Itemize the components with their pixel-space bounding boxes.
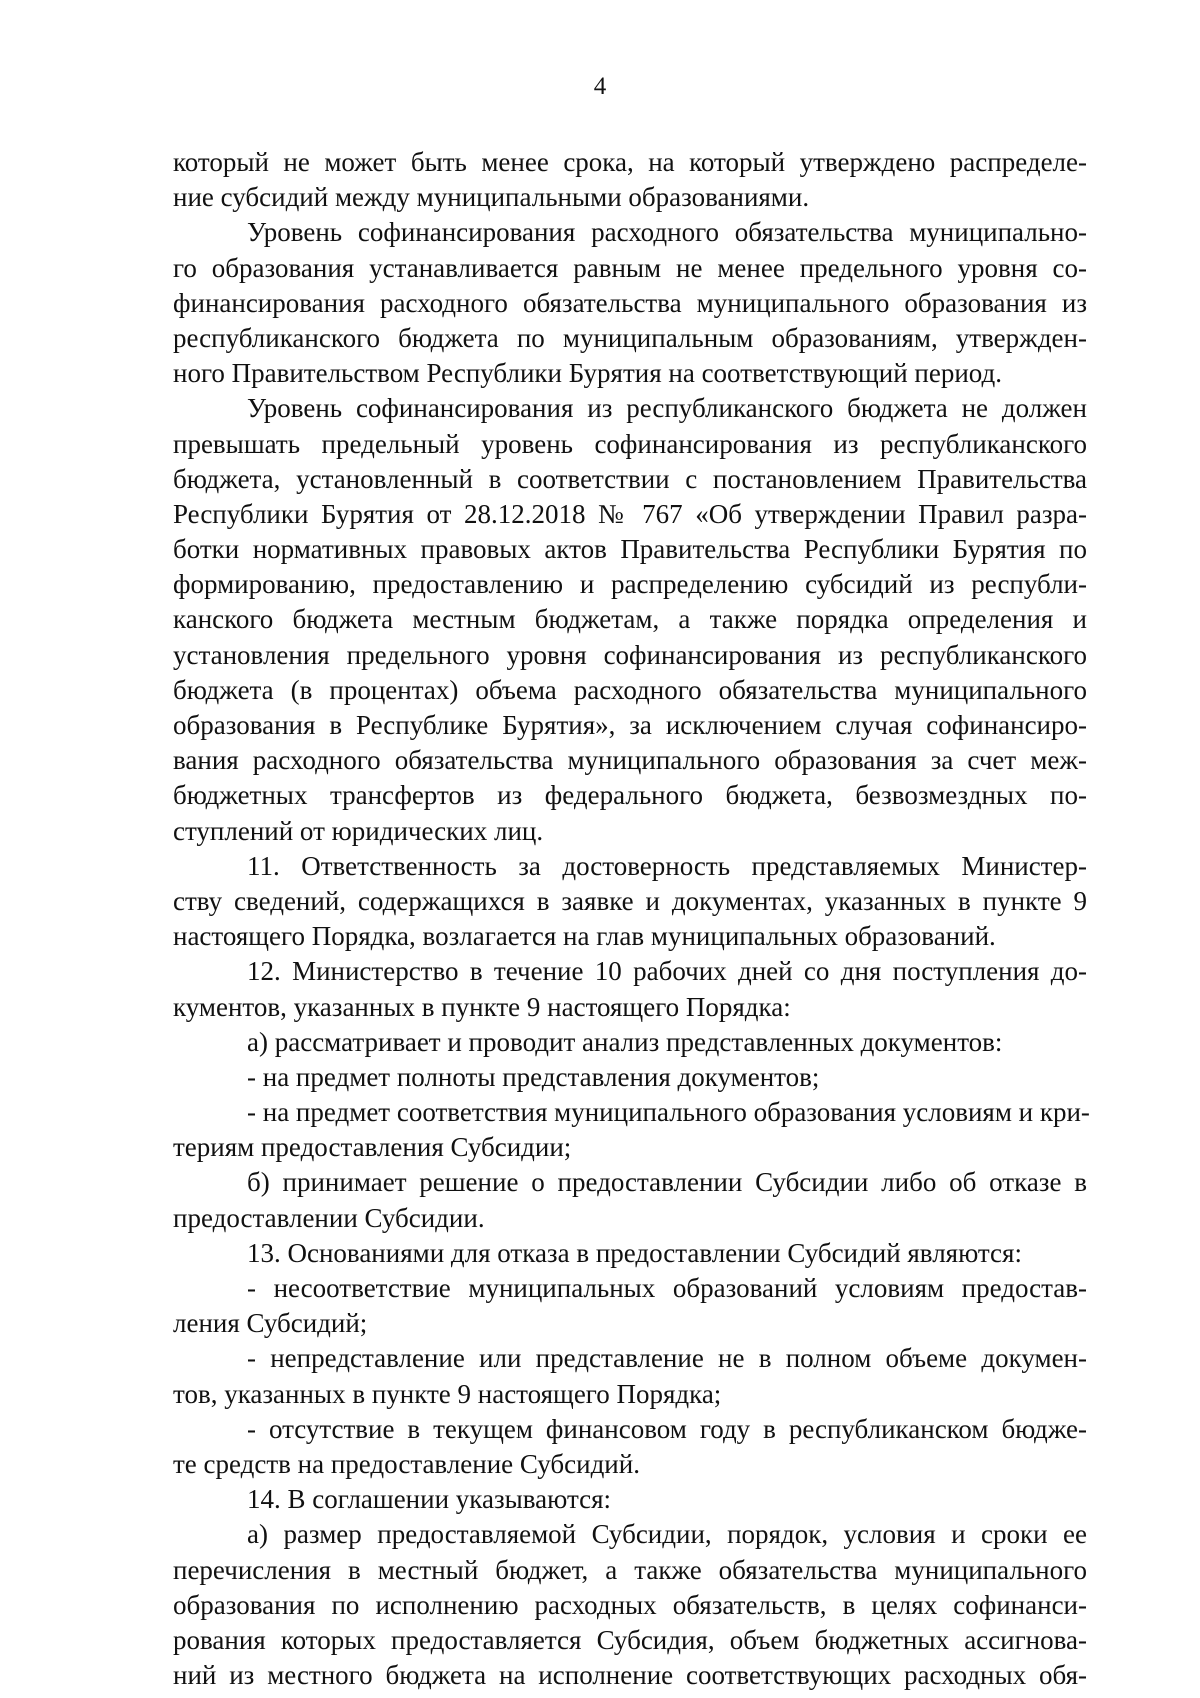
text-line: го образования устанавливается равным не менее предельного уровня со-	[173, 252, 1087, 283]
text-line: 14. В соглашении указываются:	[247, 1484, 611, 1515]
text-line: бюджета (в процентах) объема расходного обязательства муниципального	[173, 674, 1087, 705]
text-line: ботки нормативных правовых актов Правительства Республики Бурятия по	[173, 534, 1087, 565]
text-line: 13. Основаниями для отказа в предоставлении Субсидий являются:	[247, 1237, 1022, 1268]
text-line: - на предмет полноты представления документов;	[247, 1061, 820, 1092]
text-line: ступлений от юридических лиц.	[173, 815, 544, 846]
text-line: териям предоставления Субсидии;	[173, 1132, 572, 1163]
text-line: Уровень софинансирования из республиканского бюджета не должен	[247, 393, 1087, 424]
text-line: вания расходного обязательства муниципального образования за счет меж-	[173, 745, 1087, 776]
text-line: бюджетных трансфертов из федерального бюджета, безвозмездных по-	[173, 780, 1087, 811]
document-body	[173, 145, 1090, 1693]
text-line: а) размер предоставляемой Субсидии, порядок, условия и сроки ее	[247, 1519, 1087, 1550]
text-line: установления предельного уровня софинансирования из республиканского	[173, 639, 1087, 670]
text-line: ние субсидий между муниципальными образованиями.	[173, 182, 810, 213]
text-line: тов, указанных в пункте 9 настоящего Порядка;	[173, 1378, 722, 1409]
text-line: Республики Бурятия от 28.12.2018 № 767 «Об утверждении Правил разра-	[173, 498, 1087, 529]
text-line: кументов, указанных в пункте 9 настоящего Порядка:	[173, 991, 791, 1022]
text-line: - непредставление или представление не в полном объеме докумен-	[247, 1343, 1087, 1374]
text-line: образования в Республике Бурятия», за исключением случая софинансиро-	[173, 710, 1087, 740]
text-line: рования которых предоставляется Субсидия, объем бюджетных ассигнова-	[173, 1624, 1087, 1655]
text-line: образования по исполнению расходных обязательств, в целях софинанси-	[173, 1589, 1087, 1620]
text-line: республиканского бюджета по муниципальным образованиям, утвержден-	[173, 322, 1087, 353]
text-line: 11. Ответственность за достоверность представляемых Министер-	[247, 850, 1087, 881]
text-line: ного Правительством Республики Бурятия на соответствующий период.	[173, 358, 1003, 389]
text-line: канского бюджета местным бюджетам, а также порядка определения и	[173, 604, 1087, 635]
page-number: 4	[593, 73, 607, 100]
text-line: те средств на предоставление Субсидий.	[173, 1448, 640, 1479]
text-line: ний из местного бюджета на исполнение соответствующих расходных обя-	[173, 1660, 1087, 1691]
text-line: настоящего Порядка, возлагается на глав муниципальных образований.	[173, 921, 996, 952]
text-line: - на предмет соответствия муниципального образования условиям и кри-	[247, 1097, 1090, 1128]
text-line: который не может быть менее срока, на который утверждено распределе-	[173, 147, 1087, 177]
text-line: предоставлении Субсидии.	[173, 1202, 485, 1233]
text-line: формированию, предоставлению и распределению субсидий из республи-	[173, 569, 1087, 600]
text-line: а) рассматривает и проводит анализ представленных документов:	[247, 1026, 1003, 1057]
text-line: перечисления в местный бюджет, а также обязательства муниципального	[173, 1554, 1087, 1585]
text-line: финансирования расходного обязательства муниципального образования из	[173, 287, 1087, 318]
text-line: ления Субсидий;	[173, 1308, 368, 1339]
text-line: Уровень софинансирования расходного обязательства муниципально-	[247, 217, 1087, 248]
text-line: - отсутствие в текущем финансовом году в республиканском бюдже-	[247, 1413, 1087, 1444]
text-line: б) принимает решение о предоставлении Субсидии либо об отказе в	[247, 1167, 1087, 1198]
text-line: ству сведений, содержащихся в заявке и документах, указанных в пункте 9	[173, 885, 1087, 916]
text-line: 12. Министерство в течение 10 рабочих дней со дня поступления до-	[247, 956, 1087, 987]
text-line: превышать предельный уровень софинансирования из республиканского	[173, 428, 1087, 459]
text-line: бюджета, установленный в соответствии с постановлением Правительства	[173, 463, 1087, 494]
text-line: - несоответствие муниципальных образований условиям предостав-	[247, 1273, 1087, 1303]
